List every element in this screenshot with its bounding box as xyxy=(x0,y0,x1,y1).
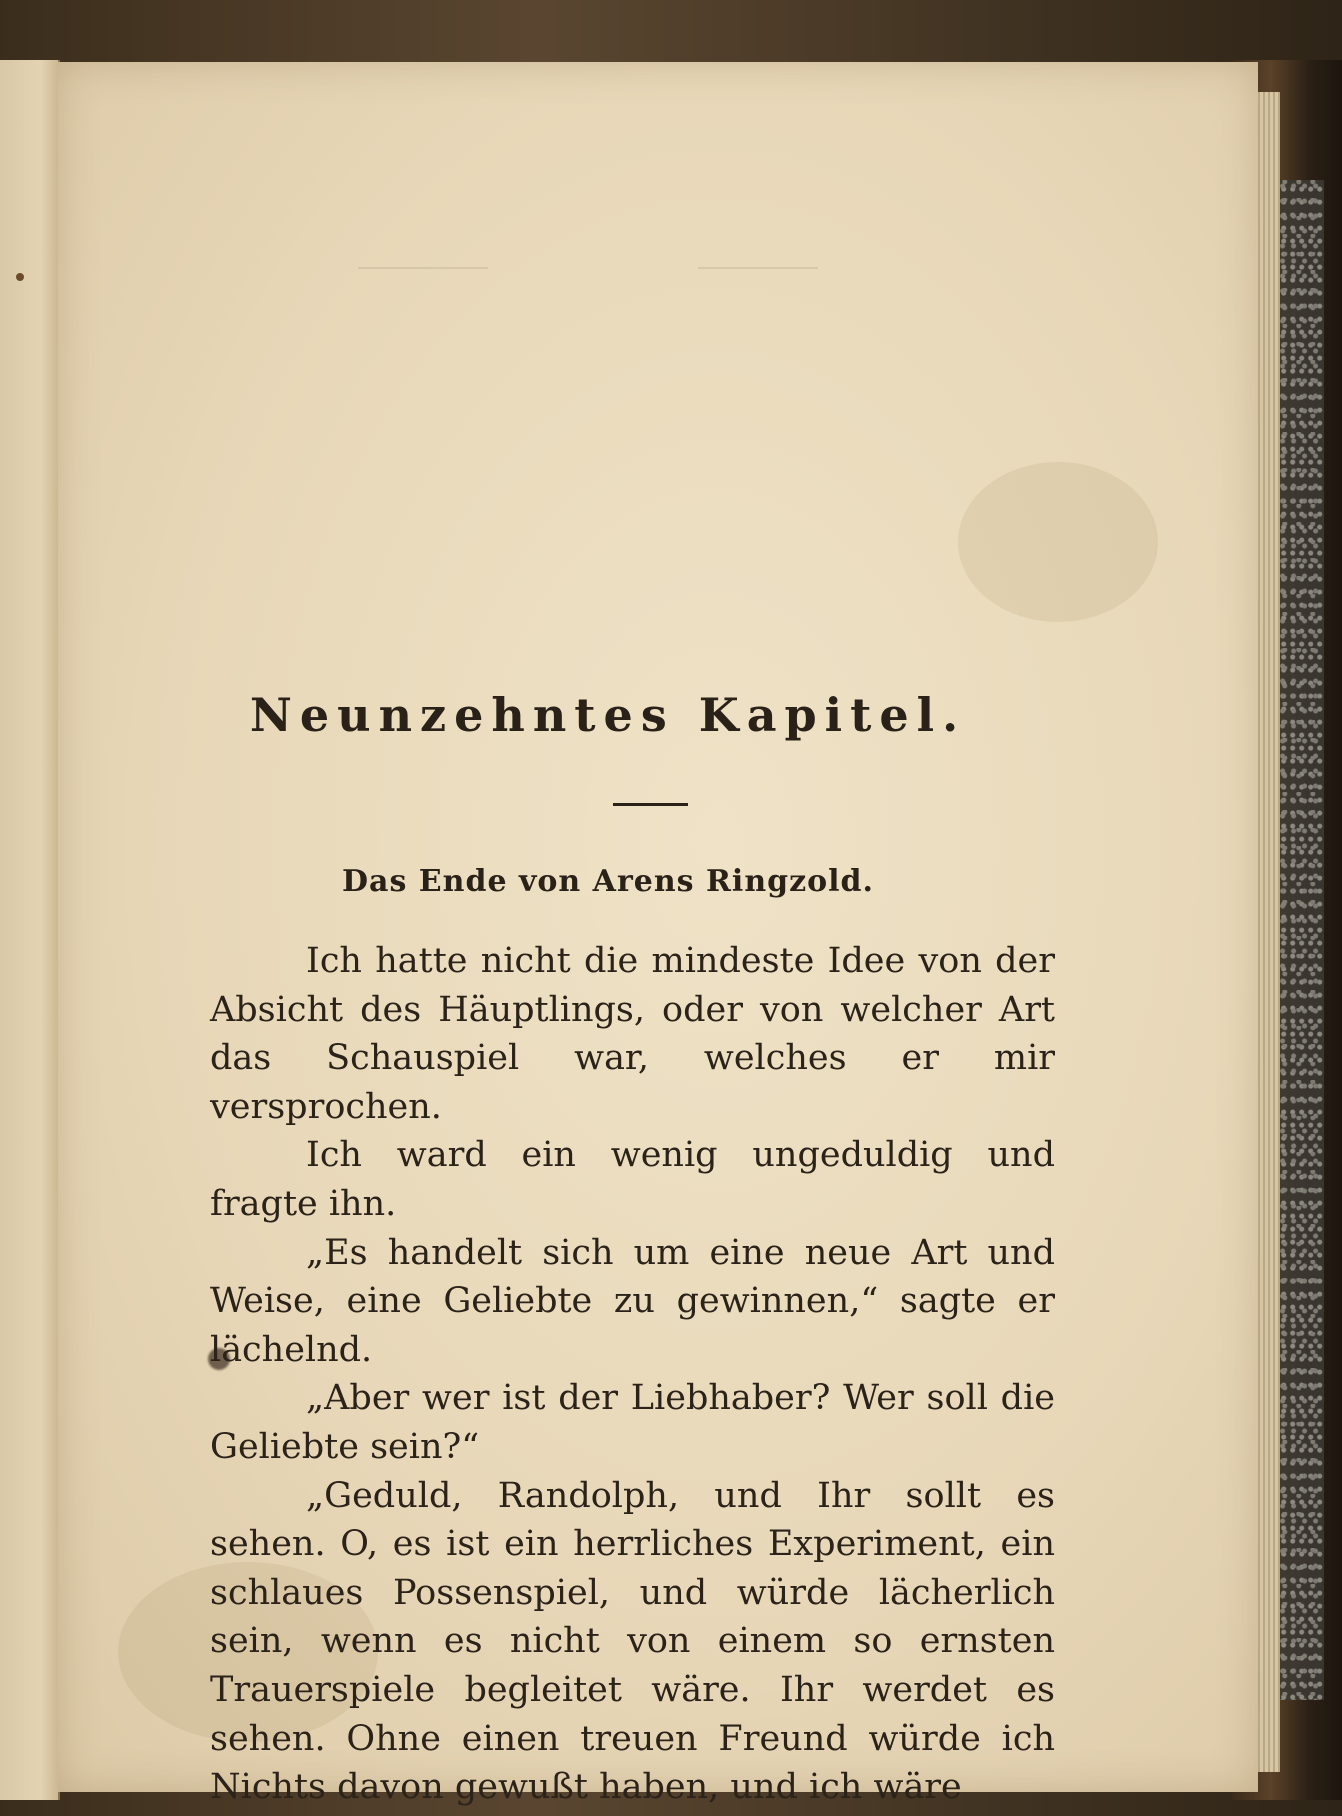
book-page xyxy=(58,62,1258,1808)
chapter-body xyxy=(210,937,1055,1812)
ink-spot xyxy=(16,273,24,281)
paragraph: „Aber wer ist der Liebhaber? Wer soll die Geliebte sein?“ xyxy=(210,1378,1055,1467)
paragraph: „Geduld, Randolph, und Ihr sollt es sehen. O, es ist ein herrliches Experiment, ein schlaues Possenspiel, und würde lächerlich sein, wenn es nicht von einem so ernsten Trauerspiele begleitet wäre. Ihr werdet es sehen. Ohne einen treuen Freund würde ich Nichts davon gewußt haben, und ich wäre xyxy=(210,1475,1055,1808)
chapter-subtitle: Das Ende von Arens Ringzold. xyxy=(342,864,874,899)
bleed-through-text xyxy=(218,322,1098,374)
title-divider xyxy=(613,803,688,806)
bleed-through-rule xyxy=(698,267,818,269)
bleed-through-rule xyxy=(358,267,488,269)
left-page-edge xyxy=(0,60,60,1800)
paragraph: „Es handelt sich um eine neue Art und Weise, eine Geliebte zu gewinnen,“ sagte er lächelnd. xyxy=(210,1232,1055,1370)
chapter-title: Neunzehntes Kapitel. xyxy=(249,688,967,742)
paper-stain xyxy=(958,462,1158,622)
paragraph: Ich ward ein wenig ungeduldig und fragte ihn. xyxy=(210,1135,1055,1224)
paragraph: Ich hatte nicht die mindeste Idee von der Absicht des Häuptlings, oder von welcher Art das Schauspiel war, welches er mir versprochen. xyxy=(210,941,1055,1127)
